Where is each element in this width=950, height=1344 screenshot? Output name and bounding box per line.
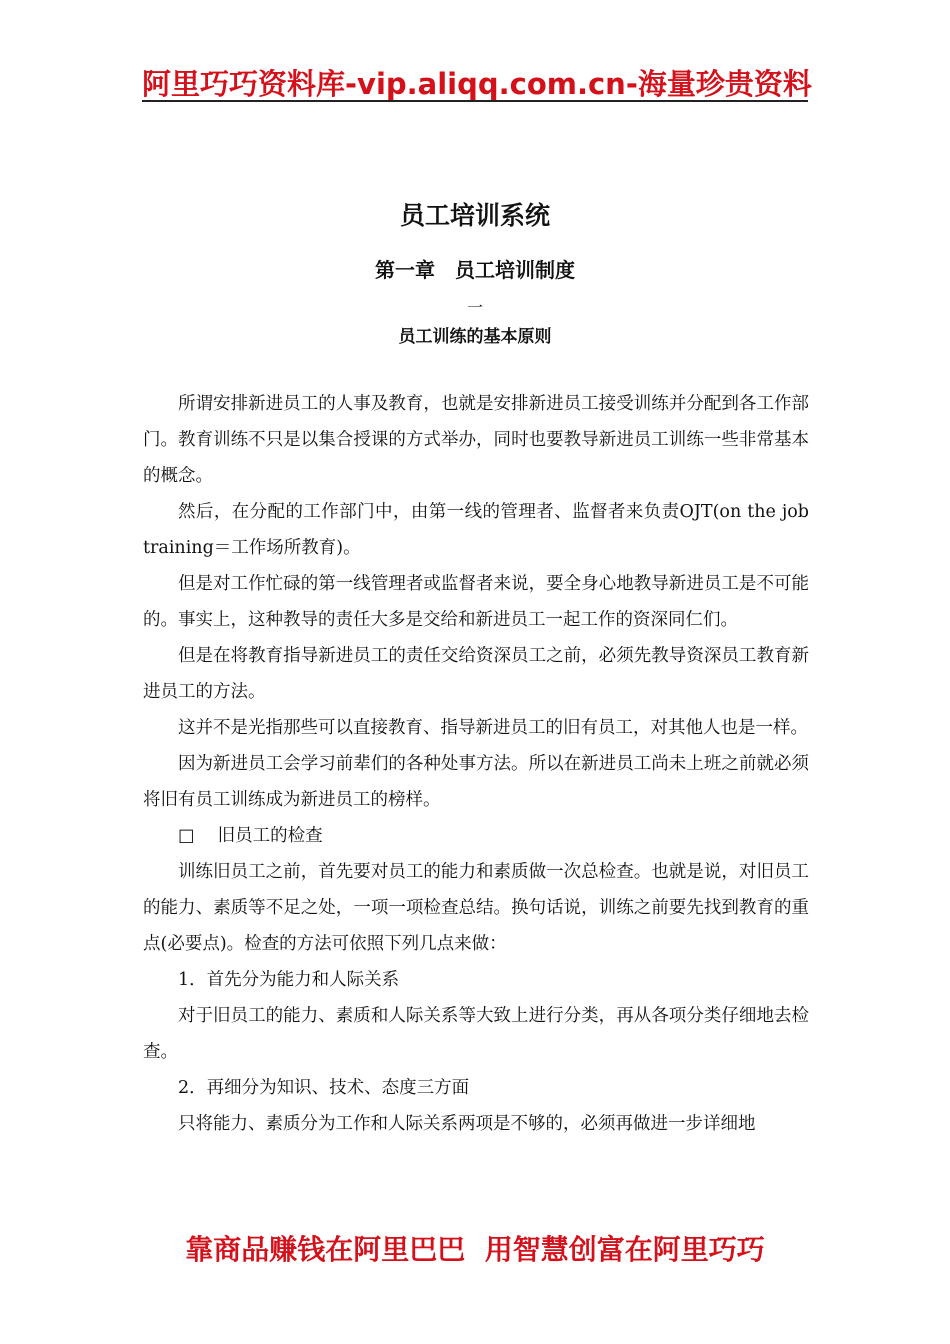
document-title: 员工培训系统: [399, 201, 550, 230]
footer-banner: 靠商品赚钱在阿里巴巴 用智慧创富在阿里巧巧: [185, 1233, 765, 1266]
header-banner: 阿里巧巧资料库-vip.aliqq.com.cn-海量珍贵资料: [142, 67, 812, 101]
paragraph: 这并不是光指那些可以直接教育、指导新进员工的旧有员工，对其他人也是一样。: [178, 718, 808, 738]
paragraph: 所谓安排新进员工的人事及教育，也就是安排新进员工接受训练并分配到各工作部门。教育训练不只是以集合授课的方式举办，同时也要教导新进员工训练一些非常基本的概念。: [143, 394, 809, 486]
header-divider: [142, 100, 808, 102]
paragraph: 因为新进员工会学习前辈们的各种处事方法。所以在新进员工尚未上班之前就必须将旧有员工训练成为新进员工的榜样。: [143, 754, 809, 810]
list-heading: 2．再细分为知识、技术、态度三方面: [178, 1078, 470, 1098]
paragraph: 对于旧员工的能力、素质和人际关系等大致上进行分类，再从各项分类仔细地去检查。: [143, 1006, 809, 1062]
subsection-heading: □ 旧员工的检查: [178, 826, 323, 846]
paragraph: 但是在将教育指导新进员工的责任交给资深员工之前，必须先教导资深员工教育新进员工的方法。: [143, 646, 809, 702]
section-title: 员工训练的基本原则: [398, 327, 552, 347]
paragraph: 然后，在分配的工作部门中，由第一线的管理者、监督者来负责OJT(on the job training＝工作场所教育)。: [143, 502, 809, 558]
chapter-title: 第一章 员工培训制度: [375, 258, 575, 282]
section-number: 一: [466, 298, 483, 317]
list-heading: 1．首先分为能力和人际关系: [178, 970, 400, 990]
document-body: [143, 386, 809, 1142]
paragraph: 只将能力、素质分为工作和人际关系两项是不够的，必须再做进一步详细地: [178, 1114, 756, 1134]
paragraph: 训练旧员工之前，首先要对员工的能力和素质做一次总检查。也就是说，对旧员工的能力、素质等不足之处，一项一项检查总结。换句话说，训练之前要先找到教育的重点(必要点)。检查的方法可依照下列几点来做：: [143, 862, 809, 954]
paragraph: 但是对工作忙碌的第一线管理者或监督者来说，要全身心地教导新进员工是不可能的。事实上，这种教导的责任大多是交给和新进员工一起工作的资深同仁们。: [143, 574, 809, 630]
